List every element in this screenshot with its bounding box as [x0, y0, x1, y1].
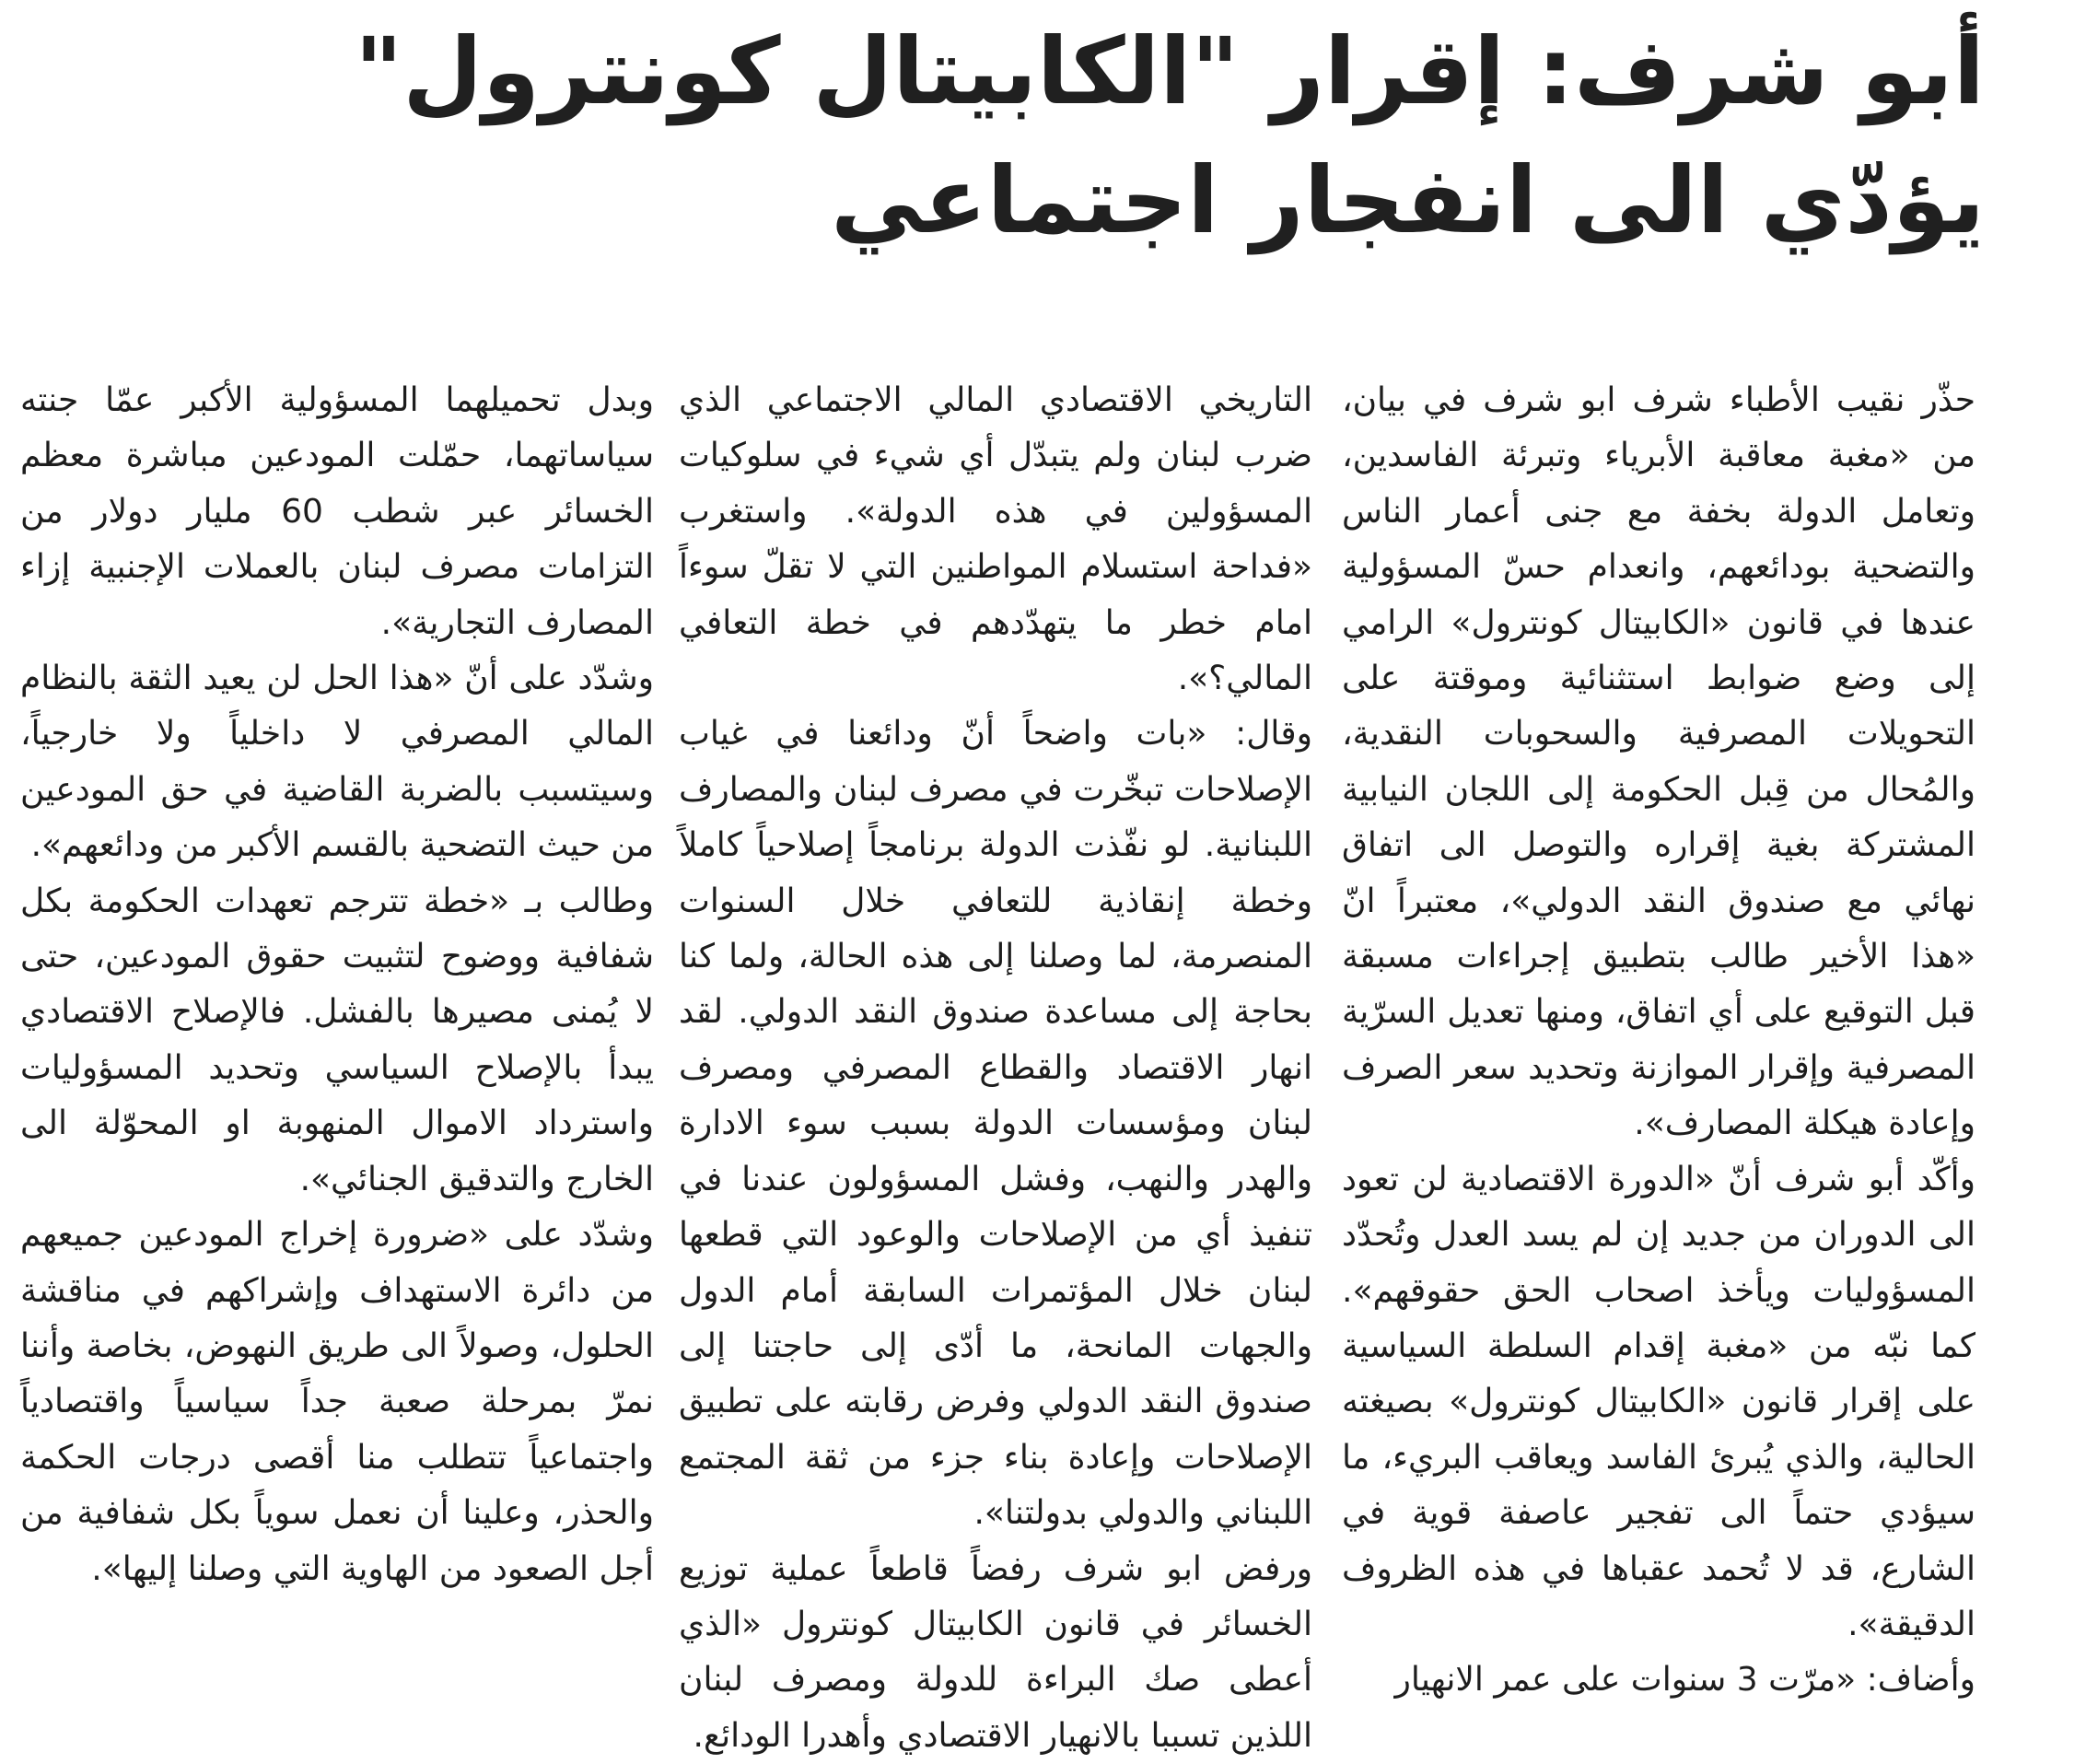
paragraph: وشدّد على «ضرورة إخراج المودعين جميعهم من دائرة الاستهداف وإشراكهم في مناقشة الحلول، وصولاً الى طريق النهوض، بخاصة وأننا نمرّ بمرحلة صعبة جداً سياسياً واقتصادياً واجتماعياً تتطلب منا أقصى درجات الحكمة والحذر، وعلينا أن نعمل سوياً بكل شفافية من أجل الصعود من الهاوية التي وصلنا إليها».	[20, 1216, 654, 1588]
article-column-1	[1342, 373, 1975, 1700]
headline-line-2: يؤدّي الى انفجار اجتماعي	[831, 146, 1985, 254]
paragraph: وشدّد على أنّ «هذا الحل لن يعيد الثقة بالنظام المالي المصرفي لا داخلياً ولا خارجياً، وسيتسبب بالضربة القاضية في حق المودعين من حيث التضحية بالقسم الأكبر من ودائعهم».	[20, 660, 654, 865]
paragraph: وطالب بـ «خطة تترجم تعهدات الحكومة بكل شفافية ووضوح لتثبيت حقوق المودعين، حتى لا يُمنى مصيرها بالفشل. فالإصلاح الاقتصادي يبدأ بالإصلاح السياسي وتحديد المسؤوليات واسترداد الاموال المنهوبة او المحوّلة الى الخارج والتدقيق الجنائي».	[20, 882, 654, 1198]
paragraph: ورفض ابو شرف رفضاً قاطعاً عملية توزيع الخسائر في قانون الكابيتال كونترول «الذي أعطى صك البراءة للدولة ومصرف لبنان اللذين تسببا بالانهيار الاقتصادي وأهدرا الودائع.	[679, 1549, 1312, 1755]
paragraph: وقال: «بات واضحاً أنّ ودائعنا في غياب الإصلاحات تبخّرت في مصرف لبنان والمصارف اللبنانية. لو نفّذت الدولة برنامجاً إصلاحياً كاملاً وخطة إنقاذية للتعافي خلال السنوات المنصرمة، لما وصلنا إلى هذه الحالة، ولما كنا بحاجة إلى مساعدة صندوق النقد الدولي. لقد انهار الاقتصاد والقطاع المصرفي ومصرف لبنان ومؤسسات الدولة بسبب سوء الادارة والهدر والنهب، وفشل المسؤولون عندنا في تنفيذ أي من الإصلاحات والوعود التي قطعها لبنان خلال المؤتمرات السابقة أمام الدول والجهات المانحة، ما أدّى إلى حاجتنا إلى صندوق النقد الدولي وفرض رقابته على تطبيق الإصلاحات وإعادة بناء جزء من ثقة المجتمع اللبناني والدولي بدولتنا».	[679, 715, 1312, 1533]
paragraph: وبدل تحميلهما المسؤولية الأكبر عمّا جنته سياساتهما، حمّلت المودعين مباشرة معظم الخسائر عبر شطب 60 مليار دولار من التزامات مصرف لبنان بالعملات الإجنبية إزاء المصارف التجارية».	[20, 381, 654, 642]
article-column-3	[20, 373, 654, 1588]
article-headline	[97, 7, 1985, 265]
paragraph: حذّر نقيب الأطباء شرف ابو شرف في بيان، من «مغبة معاقبة الأبرياء وتبرئة الفاسدين، وتعامل الدولة بخفة مع جنى أعمار الناس والتضحية بودائعهم، وانعدام حسّ المسؤولية عندها في قانون «الكابيتال كونترول» الرامي إلى وضع ضوابط استثنائية وموقتة على التحويلات المصرفية والسحوبات النقدية، والمُحال من قِبل الحكومة إلى اللجان النيابية المشتركة بغية إقراره والتوصل الى اتفاق نهائي مع صندوق النقد الدولي»، معتبراً انّ «هذا الأخير طالب بتطبيق إجراءات مسبقة قبل التوقيع على أي اتفاق، ومنها تعديل السرّية المصرفية وإقرار الموازنة وتحديد سعر الصرف وإعادة هيكلة المصارف».	[1342, 381, 1975, 1143]
paragraph: وأضاف: «مرّت 3 سنوات على عمر الانهيار	[1394, 1661, 1975, 1700]
headline-line-1: أبو شرف: إقرار "الكابيتال كونترول"	[355, 18, 1985, 125]
article-column-2	[679, 373, 1312, 1755]
paragraph: التاريخي الاقتصادي المالي الاجتماعي الذي ضرب لبنان ولم يتبدّل أي شيء في سلوكيات المسؤولين في هذه الدولة». واستغرب «فداحة استسلام المواطنين التي لا تقلّ سوءاً امام خطر ما يتهدّدهم في خطة التعافي المالي؟».	[679, 381, 1312, 698]
paragraph: وأكّد أبو شرف أنّ «الدورة الاقتصادية لن تعود الى الدوران من جديد إن لم يسد العدل وتُحدّد المسؤوليات ويأخذ اصحاب الحق حقوقهم». كما نبّه من «مغبة إقدام السلطة السياسية على إقرار قانون «الكابيتال كونترول» بصيغته الحالية، والذي يُبرئ الفاسد ويعاقب البريء، ما سيؤدي حتماً الى تفجير عاصفة قوية في الشارع، قد لا تُحمد عقباها في هذه الظروف الدقيقة».	[1342, 1160, 1975, 1643]
